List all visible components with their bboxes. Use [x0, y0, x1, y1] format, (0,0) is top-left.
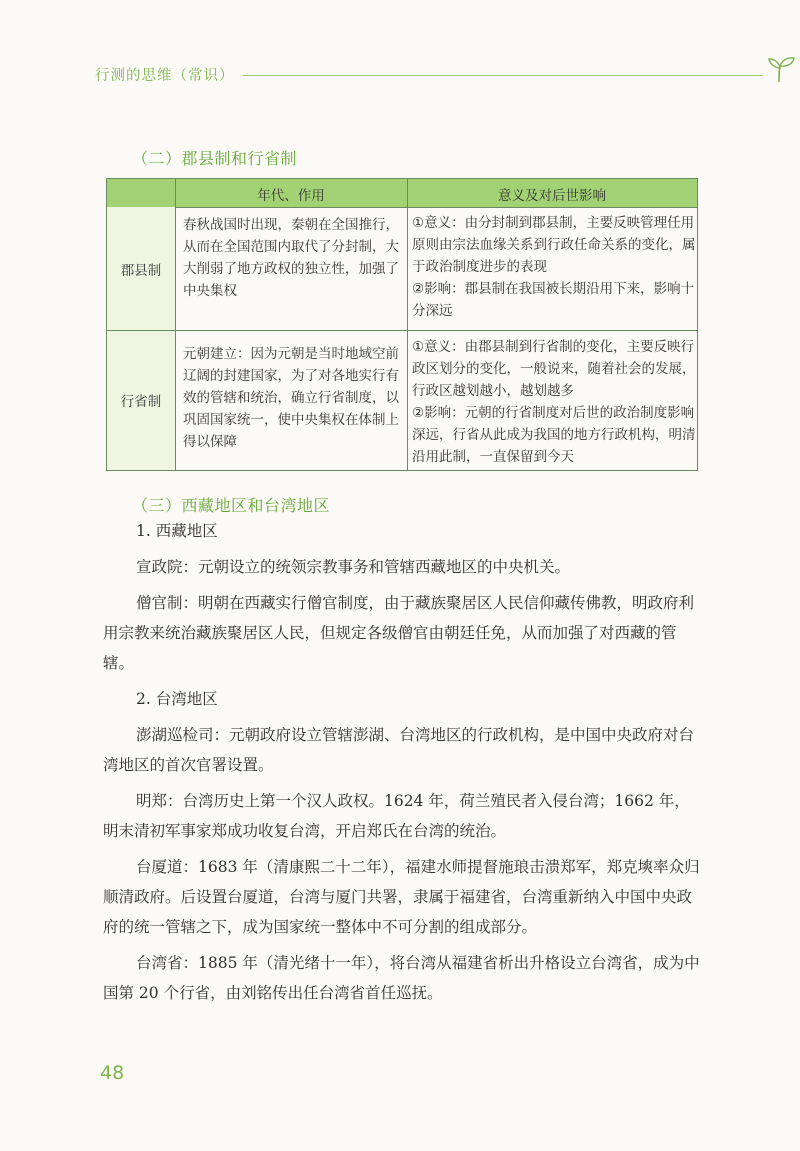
paragraph: 宣政院：元朝设立的统领宗教事务和管辖西藏地区的中央机关。	[136, 558, 571, 576]
row-label-junxian: 郡县制	[120, 263, 162, 279]
cell-xingsheng-impact: ①意义：由郡县制到行省制的变化，主要反映行政区划分的变化，一般说来，随着社会的发展，行政区越划越小，越划越多 ②影响：元朝的行省制度对后世的政治制度影响深远，行省从此成为我国的地方行政机构，明清沿用此制，一直保留到今天	[412, 339, 696, 465]
paragraph: 僧官制：明朝在西藏实行僧官制度，由于藏族聚居区人民信仰藏传佛教，明政府利用宗教来统治藏族聚居区人民，但规定各级僧官由朝廷任免，从而加强了对西藏的管辖。	[103, 594, 695, 672]
header-rule	[243, 75, 763, 76]
section-title-2: （二）郡县制和行省制	[132, 149, 298, 168]
row-label-xingsheng: 行省制	[120, 394, 162, 410]
page-number: 48	[100, 1062, 125, 1084]
subheading-tibet: 1. 西藏地区	[136, 522, 218, 540]
paragraph: 明郑：台湾历史上第一个汉人政权。1624 年，荷兰殖民者入侵台湾；1662 年，明末清初军事家郑成功收复台湾，开启郑氏在台湾的统治。	[103, 792, 690, 840]
table-header-cell: 意义及对后世影响	[498, 188, 606, 204]
column-divider	[407, 179, 408, 470]
cell-xingsheng-era: 元朝建立：因为元朝是当时地域空前辽阔的封建国家，为了对各地实行有效的管辖和统治，确立行省制度，以巩固国家统一，使中央集权在体制上得以保障	[183, 346, 399, 450]
comparison-table	[106, 178, 698, 471]
section-3-body	[103, 516, 701, 1008]
sprout-icon	[763, 54, 799, 84]
table-header-cell: 年代、作用	[257, 188, 325, 204]
section-title-3: （三）西藏地区和台湾地区	[132, 496, 331, 515]
cell-junxian-era: 春秋战国时出现，秦朝在全国推行，从而在全国范围内取代了分封制，大大削弱了地方政权的独立性，加强了中央集权	[183, 217, 399, 299]
paragraph: 台湾省：1885 年（清光绪十一年），将台湾从福建省析出升格设立台湾省，成为中国第 20 个行省，由刘铭传出任台湾省首任巡抚。	[103, 954, 700, 1002]
paragraph: 台厦道：1683 年（清康熙二十二年），福建水师提督施琅击溃郑军，郑克塽率众归顺清政府。后设置台厦道，台湾与厦门共署，隶属于福建省，台湾重新纳入中国中央政府的统一管辖之下，成为国家统一整体中不可分割的组成部分。	[103, 858, 700, 936]
cell-junxian-impact: ①意义：由分封制到郡县制，主要反映管理任用原则由宗法血缘关系到行政任命关系的变化，属于政治制度进步的表现 ②影响：郡县制在我国被长期沿用下来，影响十分深远	[412, 215, 696, 319]
header-title: 行测的思维（常识）	[95, 68, 235, 84]
running-header	[95, 62, 710, 92]
subheading-taiwan: 2. 台湾地区	[136, 690, 218, 708]
row-divider	[107, 330, 697, 331]
column-divider	[175, 179, 176, 470]
paragraph: 澎湖巡检司：元朝政府设立管辖澎湖、台湾地区的行政机构，是中国中央政府对台湾地区的首次官署设置。	[103, 726, 695, 774]
